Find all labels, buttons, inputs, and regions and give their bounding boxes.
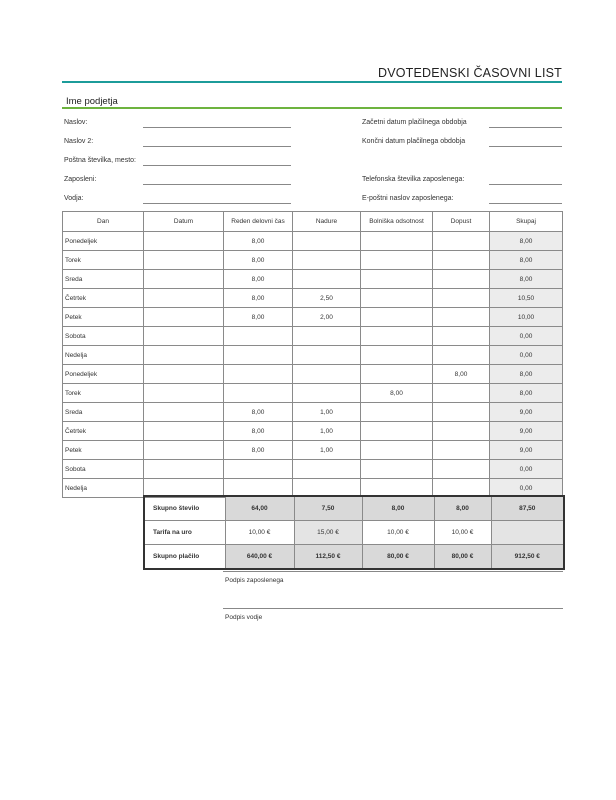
cell-total: 9,00: [490, 422, 563, 441]
cell-overtime[interactable]: 1,00: [293, 441, 361, 460]
cell-day[interactable]: Torek: [63, 251, 144, 270]
summary-vacation: 80,00 €: [434, 545, 491, 570]
table-row: [63, 365, 563, 384]
cell-regular[interactable]: [224, 365, 293, 384]
summary-overtime: 7,50: [294, 496, 362, 521]
cell-vacation[interactable]: [433, 403, 490, 422]
period-end-field[interactable]: [489, 146, 562, 147]
cell-sick[interactable]: [361, 460, 433, 479]
timesheet-table: [62, 211, 563, 498]
cell-day[interactable]: Nedelja: [63, 479, 144, 498]
cell-vacation[interactable]: 8,00: [433, 365, 490, 384]
col-header-total: Skupaj: [490, 212, 563, 232]
summary-vacation: 8,00: [434, 496, 491, 521]
cell-date[interactable]: [144, 327, 224, 346]
cell-date[interactable]: [144, 251, 224, 270]
manager-field[interactable]: [143, 203, 291, 204]
manager-signature-line[interactable]: [223, 608, 563, 609]
company-name[interactable]: Ime podjetja: [66, 96, 118, 107]
employee-signature-line[interactable]: [223, 571, 563, 572]
employee-signature-label: Podpis zaposlenega: [225, 577, 284, 584]
address2-field[interactable]: [143, 146, 291, 147]
cell-day[interactable]: Sreda: [63, 403, 144, 422]
col-header-day: Dan: [63, 212, 144, 232]
address-label: Naslov:: [64, 119, 88, 126]
title-rule: [62, 81, 562, 83]
table-row: [63, 289, 563, 308]
cell-regular[interactable]: 8,00: [224, 422, 293, 441]
manager-label: Vodja:: [64, 195, 84, 202]
cell-day[interactable]: Ponedeljek: [63, 365, 144, 384]
cell-date[interactable]: [144, 422, 224, 441]
summary-regular[interactable]: 10,00 €: [225, 521, 294, 545]
cell-vacation[interactable]: [433, 327, 490, 346]
summary-label: Skupno plačilo: [144, 545, 225, 570]
cell-sick[interactable]: [361, 232, 433, 251]
document-title: DVOTEDENSKI ČASOVNI LIST: [377, 66, 562, 80]
employee-label: Zaposleni:: [64, 176, 97, 183]
cell-day[interactable]: Torek: [63, 384, 144, 403]
table-row: [63, 384, 563, 403]
cell-vacation[interactable]: [433, 251, 490, 270]
cell-overtime[interactable]: [293, 270, 361, 289]
cell-sick[interactable]: 8,00: [361, 384, 433, 403]
cell-total: 10,50: [490, 289, 563, 308]
cell-overtime[interactable]: [293, 251, 361, 270]
cell-sick[interactable]: [361, 403, 433, 422]
summary-sick: 80,00 €: [362, 545, 434, 570]
cell-date[interactable]: [144, 403, 224, 422]
cell-regular[interactable]: [224, 384, 293, 403]
cell-date[interactable]: [144, 441, 224, 460]
cell-date[interactable]: [144, 460, 224, 479]
table-row: [63, 251, 563, 270]
cell-regular[interactable]: 8,00: [224, 232, 293, 251]
cell-date[interactable]: [144, 365, 224, 384]
cell-day[interactable]: Sreda: [63, 270, 144, 289]
cell-total: 9,00: [490, 403, 563, 422]
summary-vacation[interactable]: 10,00 €: [434, 521, 491, 545]
cell-vacation[interactable]: [433, 441, 490, 460]
employee-email-label: E-poštni naslov zaposlenega:: [362, 195, 454, 202]
summary-row-total-pay: [144, 545, 564, 570]
cell-day[interactable]: Sobota: [63, 460, 144, 479]
cell-regular[interactable]: 8,00: [224, 289, 293, 308]
summary-regular: 64,00: [225, 496, 294, 521]
table-row: [63, 270, 563, 289]
employee-phone-label: Telefonska številka zaposlenega:: [362, 176, 465, 183]
cell-total: 8,00: [490, 270, 563, 289]
cell-day[interactable]: Četrtek: [63, 289, 144, 308]
cell-day[interactable]: Četrtek: [63, 422, 144, 441]
cell-sick[interactable]: [361, 441, 433, 460]
cell-date[interactable]: [144, 346, 224, 365]
cell-regular[interactable]: 8,00: [224, 403, 293, 422]
cell-day[interactable]: Petek: [63, 308, 144, 327]
cell-vacation[interactable]: [433, 308, 490, 327]
cell-overtime[interactable]: 2,00: [293, 308, 361, 327]
table-header-row: [63, 212, 563, 232]
cell-date[interactable]: [144, 308, 224, 327]
summary-total: 87,50: [491, 496, 564, 521]
cell-date[interactable]: [144, 270, 224, 289]
cell-total: 0,00: [490, 479, 563, 498]
summary-label: Tarifa na uro: [144, 521, 225, 545]
cell-vacation[interactable]: [433, 384, 490, 403]
period-end-label: Končni datum plačilnega obdobja: [362, 138, 466, 145]
cell-regular[interactable]: [224, 460, 293, 479]
cell-total: 0,00: [490, 460, 563, 479]
summary-overtime: 112,50 €: [294, 545, 362, 570]
cell-vacation[interactable]: [433, 346, 490, 365]
cell-total: 0,00: [490, 346, 563, 365]
employee-field[interactable]: [143, 184, 291, 185]
cell-sick[interactable]: [361, 308, 433, 327]
cell-regular[interactable]: [224, 327, 293, 346]
summary-row-hourly-rate: [144, 521, 564, 545]
table-row: [63, 327, 563, 346]
table-row: [63, 422, 563, 441]
cell-regular[interactable]: [224, 346, 293, 365]
cell-date[interactable]: [144, 384, 224, 403]
col-header-vacation: Dopust: [433, 212, 490, 232]
col-header-date: Datum: [144, 212, 224, 232]
cell-regular[interactable]: 8,00: [224, 308, 293, 327]
cell-overtime[interactable]: [293, 346, 361, 365]
summary-regular: 640,00 €: [225, 545, 294, 570]
address-field[interactable]: [143, 127, 291, 128]
cell-overtime[interactable]: [293, 384, 361, 403]
cell-overtime[interactable]: [293, 327, 361, 346]
summary-row-total-count: [144, 496, 564, 521]
postal-city-field[interactable]: [143, 165, 291, 166]
cell-overtime[interactable]: [293, 365, 361, 384]
col-header-regular: Reden delovni čas: [224, 212, 293, 232]
summary-total: 912,50 €: [491, 545, 564, 570]
cell-date[interactable]: [144, 232, 224, 251]
cell-vacation[interactable]: [433, 232, 490, 251]
summary-sick: 8,00: [362, 496, 434, 521]
cell-vacation[interactable]: [433, 460, 490, 479]
table-row: [63, 346, 563, 365]
cell-day[interactable]: Ponedeljek: [63, 232, 144, 251]
cell-overtime[interactable]: [293, 460, 361, 479]
cell-total: 10,00: [490, 308, 563, 327]
cell-regular[interactable]: 8,00: [224, 251, 293, 270]
postal-city-label: Poštna številka, mesto:: [64, 157, 136, 164]
cell-sick[interactable]: [361, 327, 433, 346]
col-header-overtime: Nadure: [293, 212, 361, 232]
period-start-label: Začetni datum plačilnega obdobja: [362, 119, 467, 126]
cell-regular[interactable]: 8,00: [224, 270, 293, 289]
table-row: [63, 403, 563, 422]
period-start-field[interactable]: [489, 127, 562, 128]
summary-overtime[interactable]: 15,00 €: [294, 521, 362, 545]
table-row: [63, 308, 563, 327]
summary-table: [143, 495, 565, 570]
cell-overtime[interactable]: 1,00: [293, 422, 361, 441]
cell-sick[interactable]: [361, 346, 433, 365]
cell-regular[interactable]: 8,00: [224, 441, 293, 460]
cell-vacation[interactable]: [433, 422, 490, 441]
table-row: [63, 232, 563, 251]
company-rule: [62, 107, 562, 109]
col-header-sick: Bolniška odsotnost: [361, 212, 433, 232]
cell-total: 8,00: [490, 251, 563, 270]
cell-sick[interactable]: [361, 270, 433, 289]
cell-overtime[interactable]: 2,50: [293, 289, 361, 308]
cell-sick[interactable]: [361, 365, 433, 384]
summary-total[interactable]: [491, 521, 564, 545]
cell-vacation[interactable]: [433, 270, 490, 289]
summary-label: Skupno število: [144, 496, 225, 521]
manager-signature-label: Podpis vodje: [225, 614, 263, 621]
cell-overtime[interactable]: [293, 232, 361, 251]
cell-day[interactable]: Sobota: [63, 327, 144, 346]
address2-label: Naslov 2:: [64, 138, 94, 145]
employee-email-field[interactable]: [489, 203, 562, 204]
cell-day[interactable]: Nedelja: [63, 346, 144, 365]
cell-sick[interactable]: [361, 251, 433, 270]
employee-phone-field[interactable]: [489, 184, 562, 185]
cell-total: 9,00: [490, 441, 563, 460]
cell-vacation[interactable]: [433, 289, 490, 308]
cell-sick[interactable]: [361, 289, 433, 308]
cell-date[interactable]: [144, 289, 224, 308]
summary-sick[interactable]: 10,00 €: [362, 521, 434, 545]
cell-total: 8,00: [490, 384, 563, 403]
cell-total: 8,00: [490, 232, 563, 251]
cell-overtime[interactable]: 1,00: [293, 403, 361, 422]
table-row: [63, 441, 563, 460]
cell-sick[interactable]: [361, 422, 433, 441]
cell-total: 8,00: [490, 365, 563, 384]
cell-day[interactable]: Petek: [63, 441, 144, 460]
cell-total: 0,00: [490, 327, 563, 346]
table-row: [63, 460, 563, 479]
